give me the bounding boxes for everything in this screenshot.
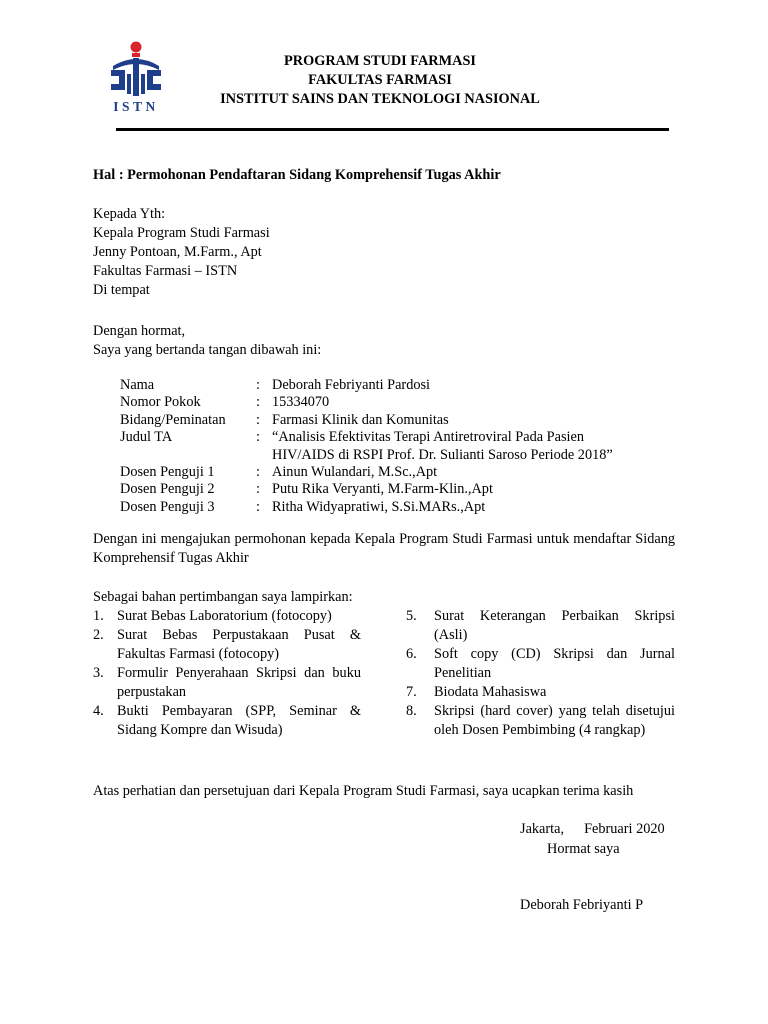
header-divider (116, 128, 669, 131)
attachments-left (93, 607, 361, 740)
header-faculty: FAKULTAS FARMASI (308, 72, 452, 88)
attachments-list-left (93, 607, 361, 740)
recipient-line: Kepala Program Studi Farmasi (93, 225, 270, 241)
identity-row (120, 464, 613, 481)
item-number: 4. (93, 703, 104, 719)
item-number: 5. (406, 608, 417, 624)
identity-row (120, 499, 613, 516)
logo-text: ISTN (113, 99, 159, 114)
istn-emblem-icon (103, 40, 169, 100)
identity-row (120, 394, 613, 411)
item-number: 1. (93, 608, 104, 624)
attachments-intro: Sebagai bahan pertimbangan saya lampirkan: (93, 589, 353, 605)
item-number: 6. (406, 646, 417, 662)
request-paragraph: Dengan ini mengajukan permohonan kepada Kepala Program Studi Farmasi untuk mendaftar Sidang Komprehensif Tugas Akhir (93, 531, 675, 566)
list-item (93, 702, 361, 740)
attachments-right (406, 607, 675, 740)
item-number: 8. (406, 703, 417, 719)
recipient-line: Di tempat (93, 282, 150, 298)
regards: Hormat saya (547, 841, 620, 857)
identity-value: Putu Rika Veryanti, M.Farm-Klin.,Apt (272, 481, 493, 498)
item-text: Soft copy (CD) Skripsi dan Jurnal Penelitian (434, 646, 675, 681)
closing-paragraph: Atas perhatian dan persetujuan dari Kepala Program Studi Farmasi, saya ucapkan terima kasih (93, 783, 634, 799)
greeting-line: Saya yang bertanda tangan dibawah ini: (93, 342, 322, 358)
identity-value: Ritha Widyapratiwi, S.Si.MARs.,Apt (272, 498, 486, 515)
identity-colon: : (256, 394, 260, 411)
identity-value: 15334070 (272, 394, 330, 411)
identity-value: “Analisis Efektivitas Terapi Antiretroviral Pada Pasien (272, 429, 584, 446)
item-text: Formulir Penyerahaan Skripsi dan buku perpustakan (117, 665, 361, 700)
header-program: PROGRAM STUDI FARMASI (284, 53, 476, 69)
item-number: 3. (93, 665, 104, 681)
identity-colon: : (256, 464, 260, 481)
item-text: Skripsi (hard cover) yang telah disetujui oleh Dosen Pembimbing (4 rangkap) (434, 703, 675, 738)
identity-colon (256, 447, 272, 464)
identity-value: Farmasi Klinik dan Komunitas (272, 411, 449, 428)
identity-value: HIV/AIDS di RSPI Prof. Dr. Sulianti Saroso Periode 2018” (272, 446, 613, 463)
recipient-block (93, 205, 270, 300)
list-item (406, 645, 675, 683)
identity-colon: : (256, 481, 260, 498)
identity-label: Bidang/Peminatan (120, 411, 226, 428)
recipient-line: Fakultas Farmasi – ISTN (93, 263, 238, 279)
letter-date: Februari 2020 (584, 821, 665, 837)
list-item (406, 683, 675, 702)
identity-colon: : (256, 498, 260, 515)
istn-logo (103, 40, 169, 118)
identity-label: Nomor Pokok (120, 394, 201, 411)
list-item (93, 607, 361, 626)
letter-place: Jakarta, (520, 821, 565, 837)
identity-label (120, 447, 256, 464)
identity-label: Dosen Penguji 2 (120, 481, 215, 498)
signer-name: Deborah Febriyanti P (520, 897, 644, 913)
item-text: Biodata Mahasiswa (434, 684, 547, 700)
item-text: Bukti Pembayaran (SPP, Seminar & Sidang Kompre dan Wisuda) (117, 703, 361, 738)
recipient-line: Kepada Yth: (93, 206, 166, 222)
identity-colon: : (256, 429, 260, 446)
recipient-line: Jenny Pontoan, M.Farm., Apt (93, 244, 262, 260)
identity-row (120, 429, 613, 446)
identity-section (120, 377, 613, 516)
list-item (93, 664, 361, 702)
item-number: 2. (93, 627, 104, 643)
letter-subject: Hal : Permohonan Pendaftaran Sidang Komprehensif Tugas Akhir (93, 167, 501, 183)
identity-label: Nama (120, 377, 155, 393)
identity-value: Deborah Febriyanti Pardosi (272, 377, 431, 393)
identity-label: Judul TA (120, 429, 173, 446)
place-date (520, 820, 665, 839)
identity-row (120, 481, 613, 498)
greeting-block (93, 322, 321, 360)
greeting-line: Dengan hormat, (93, 323, 186, 339)
identity-row (120, 447, 613, 464)
identity-colon: : (256, 411, 260, 428)
list-item (93, 626, 361, 664)
identity-value: Ainun Wulandari, M.Sc.,Apt (272, 464, 438, 481)
item-text: Surat Bebas Perpustakaan Pusat & Fakultas Farmasi (fotocopy) (117, 627, 361, 662)
item-text: Surat Keterangan Perbaikan Skripsi (Asli) (434, 608, 675, 643)
item-number: 7. (406, 684, 417, 700)
identity-row (120, 412, 613, 429)
header-institute: INSTITUT SAINS DAN TEKNOLOGI NASIONAL (220, 91, 540, 107)
identity-label: Dosen Penguji 1 (120, 464, 215, 481)
list-item (406, 607, 675, 645)
letterhead (180, 52, 580, 109)
attachments-list-right (406, 607, 675, 740)
item-text: Surat Bebas Laboratorium (fotocopy) (117, 608, 332, 624)
identity-label: Dosen Penguji 3 (120, 498, 215, 515)
identity-table (120, 377, 613, 516)
identity-colon: : (256, 377, 260, 393)
list-item (406, 702, 675, 740)
identity-row (120, 377, 613, 394)
